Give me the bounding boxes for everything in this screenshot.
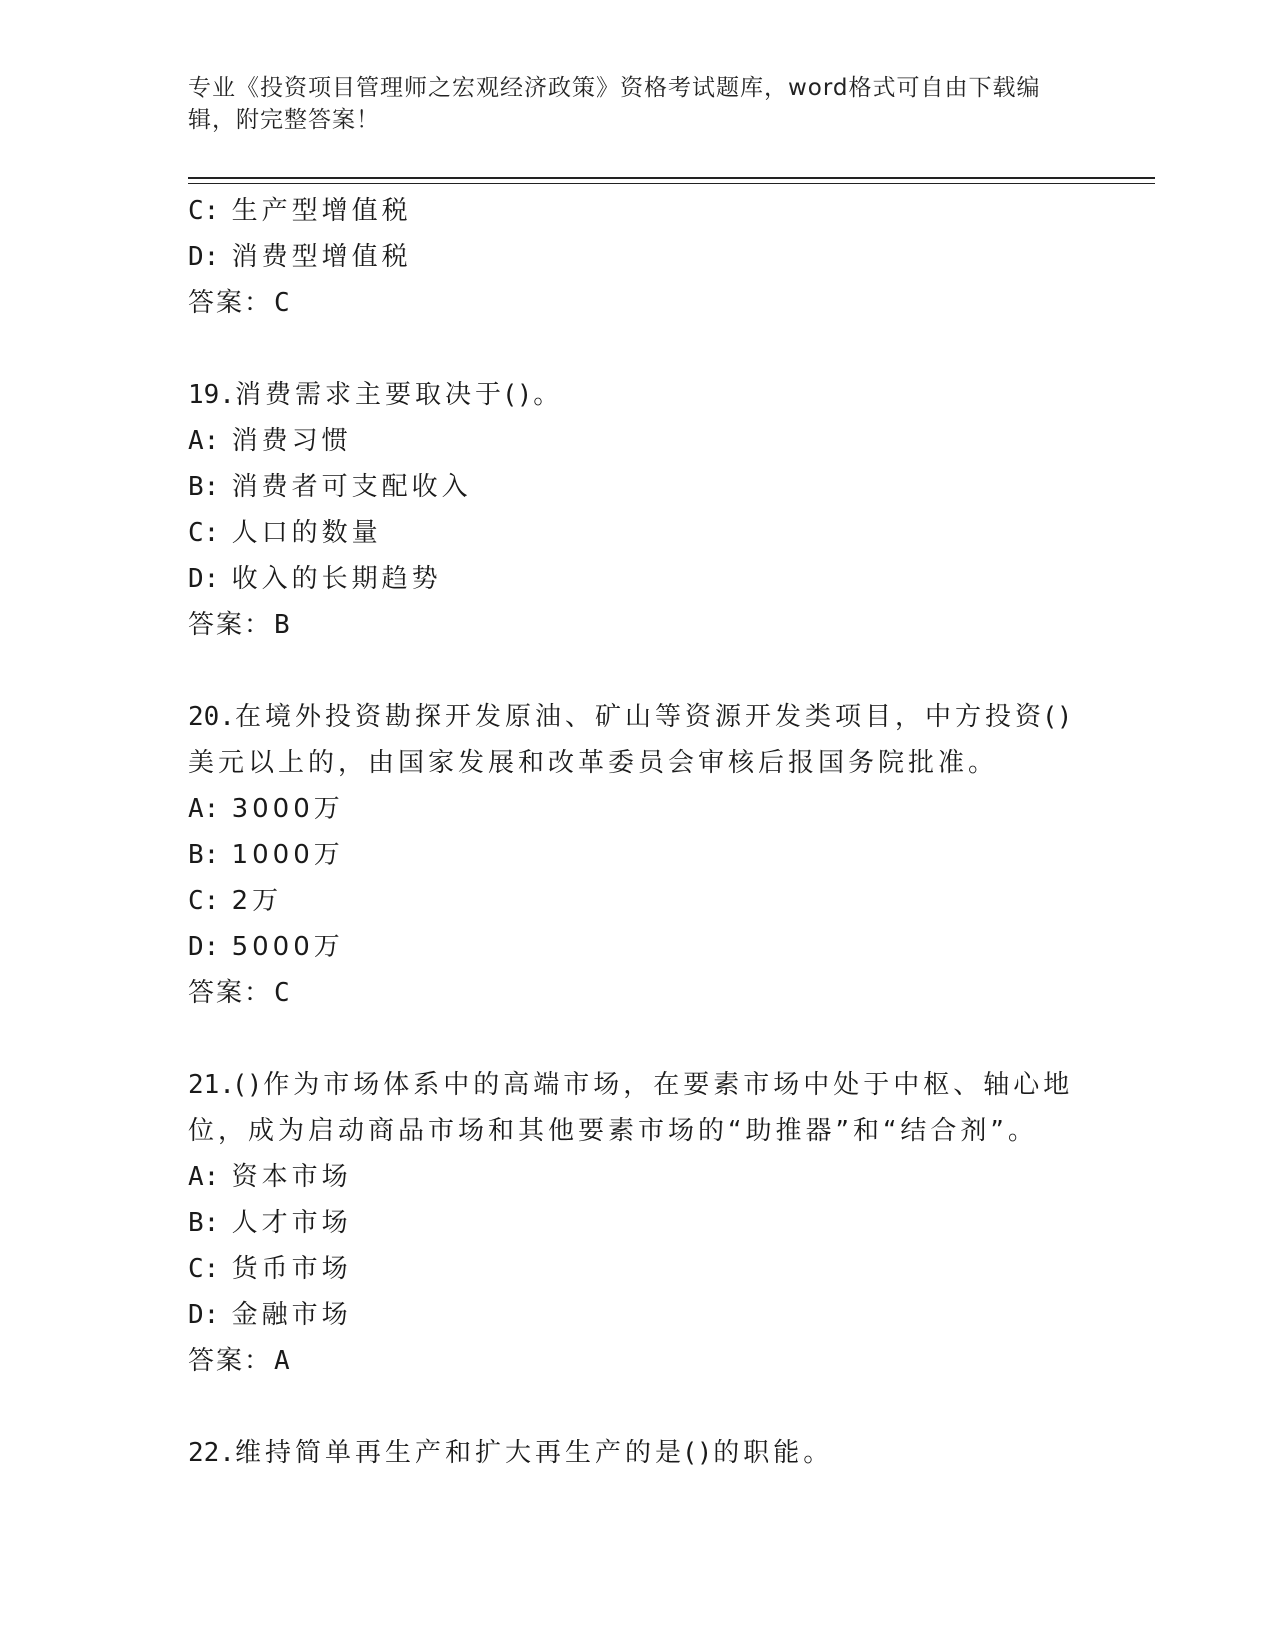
option-text: 货币市场 [231,1254,352,1284]
option-letter: D: [188,1300,220,1330]
question-text [188,372,1088,418]
option-letter: B: [188,840,220,870]
question-number: 19. [188,380,235,410]
spacer [188,648,1088,694]
option-text: 1000万 [231,840,344,870]
question-body: ()作为市场体系中的高端市场，在要素市场中处于中枢、轴心地位，成为启动商品市场和其他要素市场的“助推器”和“结合剂”。 [188,1070,1074,1146]
option-letter: D: [188,242,220,272]
answer-value: C [274,978,292,1008]
option-line [188,234,1088,280]
option-text: 3000万 [231,794,344,824]
answer-label: 答案： [188,1346,273,1376]
option-text: 消费习惯 [231,426,352,456]
answer-value: A [274,1346,292,1376]
spacer [188,1384,1088,1430]
question-list [188,188,1088,1476]
option-line [188,510,1088,556]
answer-label: 答案： [188,978,273,1008]
option-letter: D: [188,564,220,594]
question-text [188,694,1088,786]
option-line [188,1154,1088,1200]
option-line [188,464,1088,510]
option-letter: D: [188,932,220,962]
answer-line [188,1338,1088,1384]
option-line [188,1200,1088,1246]
option-line [188,418,1088,464]
option-line [188,924,1088,970]
option-line [188,878,1088,924]
option-text: 消费型增值税 [231,242,412,272]
question-body: 消费需求主要取决于()。 [234,380,564,410]
option-text: 人才市场 [231,1208,352,1238]
answer-value: C [274,288,292,318]
question-text [188,1062,1088,1154]
question-number: 21. [188,1070,235,1100]
answer-line [188,602,1088,648]
option-letter: C: [188,1254,220,1284]
header-rule-thick [188,177,1155,179]
answer-line [188,280,1088,326]
option-text: 5000万 [231,932,344,962]
question-text [188,1430,1088,1476]
option-line [188,1246,1088,1292]
question-body: 维持简单再生产和扩大再生产的是()的职能。 [234,1438,834,1468]
option-text: 人口的数量 [231,518,382,548]
question-number: 22. [188,1438,235,1468]
option-letter: A: [188,1162,220,1192]
answer-label: 答案： [188,288,273,318]
spacer [188,1016,1088,1062]
document-header: 专业《投资项目管理师之宏观经济政策》资格考试题库，word格式可自由下载编辑，附完整答案！ [188,75,1041,133]
option-line [188,188,1088,234]
option-text: 消费者可支配收入 [231,472,472,502]
option-line [188,832,1088,878]
option-text: 资本市场 [231,1162,352,1192]
option-letter: C: [188,518,220,548]
question-number: 20. [188,702,235,732]
header-rule-thin [188,183,1155,184]
option-text: 收入的长期趋势 [231,564,442,594]
option-line [188,1292,1088,1338]
option-letter: B: [188,472,220,502]
option-text: 生产型增值税 [231,196,412,226]
answer-label: 答案： [188,610,273,640]
option-line [188,556,1088,602]
option-letter: A: [188,426,220,456]
option-letter: A: [188,794,220,824]
option-line [188,786,1088,832]
question-body: 在境外投资勘探开发原油、矿山等资源开发类项目，中方投资()美元以上的，由国家发展和改革委员会审核后报国务院批准。 [188,702,1074,778]
spacer [188,326,1088,372]
option-letter: B: [188,1208,220,1238]
answer-line [188,970,1088,1016]
option-letter: C: [188,196,220,226]
answer-value: B [274,610,292,640]
option-text: 金融市场 [231,1300,352,1330]
option-letter: C: [188,886,220,916]
option-text: 2万 [231,886,283,916]
